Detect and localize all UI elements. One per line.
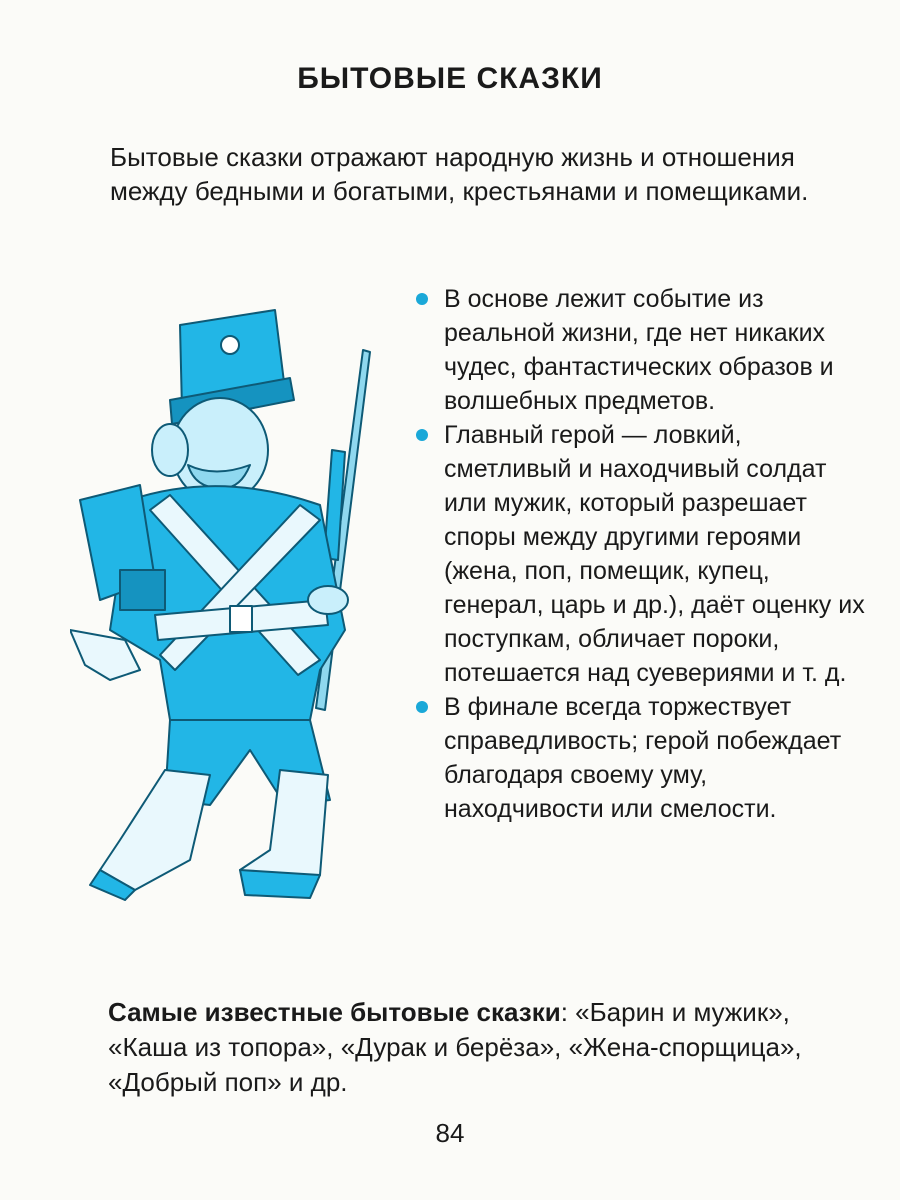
page-title: БЫТОВЫЕ СКАЗКИ — [297, 62, 603, 95]
list-item — [412, 418, 867, 690]
list-item-text: В основе лежит событие из реальной жизни, где нет никаких чудес, фантастических образов и волшебных предметов. — [444, 285, 834, 415]
page-number: 84 — [435, 1118, 465, 1148]
features-list — [412, 282, 867, 826]
soldier-illustration — [70, 300, 400, 910]
list-item — [412, 282, 867, 418]
famous-tales-list: : «Барин и мужик», «Каша из топора», «Дурак и берёза», «Жена-спорщица», «Добрый поп» и др. — [108, 997, 802, 1097]
list-item — [412, 690, 867, 826]
famous-tales-label: Самые известные бытовые сказки — [108, 997, 561, 1027]
famous-tales-paragraph — [108, 995, 868, 1100]
intro-paragraph: Бытовые сказки отражают народную жизнь и отношения между бедными и богатыми, крестьянами и помещиками. — [110, 142, 809, 206]
list-item-text: Главный герой — ловкий, сметливый и находчивый солдат или мужик, который разрешает споры между другими героями (жена, поп, помещик, купец, генерал, царь и др.), даёт оценку их поступкам, обличает пороки, потешается над суевериями и т. д. — [444, 421, 865, 687]
bullet-dot-icon — [416, 293, 428, 305]
bullet-dot-icon — [416, 701, 428, 713]
bullet-dot-icon — [416, 429, 428, 441]
list-item-text: В финале всегда торжествует справедливость; герой побеждает благодаря своему уму, находчивости или смелости. — [444, 693, 842, 823]
